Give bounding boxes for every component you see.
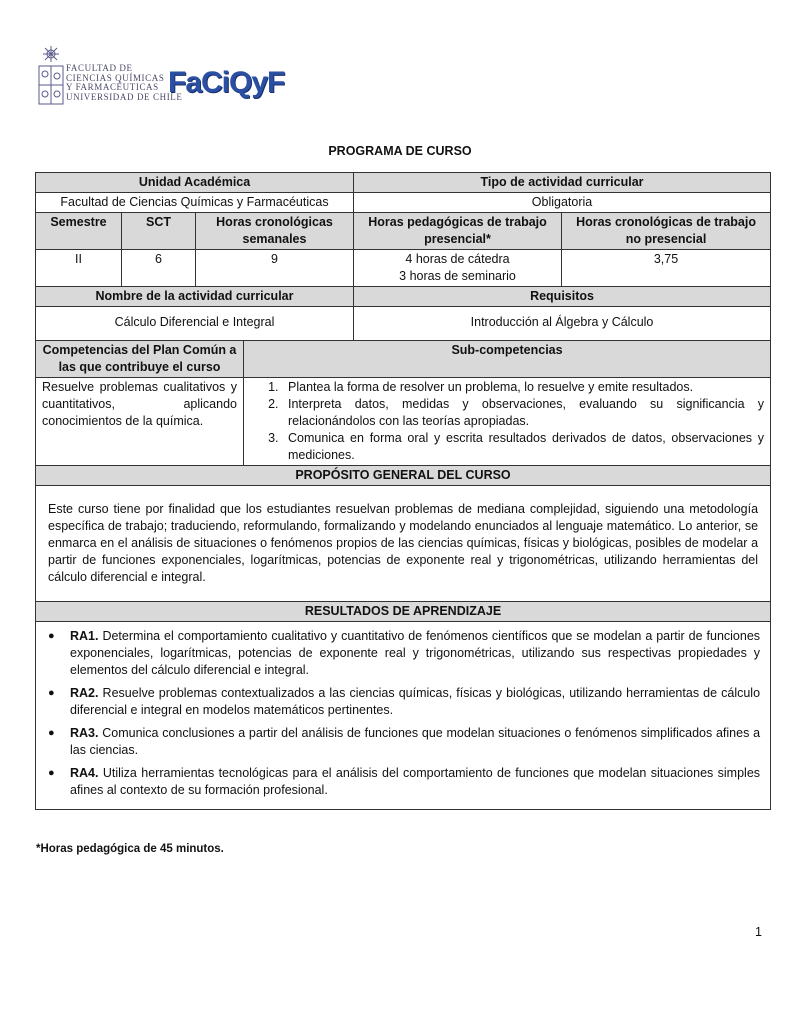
course-program-table: [35, 172, 771, 810]
footnote: *Horas pedagógica de 45 minutos.: [36, 843, 224, 855]
nombre-actividad-value: Cálculo Diferencial e Integral: [36, 307, 354, 341]
ra-text: Comunica conclusiones a partir del análisis de funciones que modelan situaciones o fenómenos simplificados afines a las ciencias.: [70, 726, 761, 757]
resultados-list: [42, 622, 764, 809]
horas-pedagogicas-value: [354, 250, 562, 287]
list-item: [70, 765, 764, 799]
tipo-actividad-value: Obligatoria: [354, 193, 771, 213]
page-number: 1: [755, 925, 762, 939]
nombre-actividad-header: Nombre de la actividad curricular: [36, 287, 354, 307]
proposito-header: PROPÓSITO GENERAL DEL CURSO: [36, 466, 771, 486]
semestre-header: Semestre: [36, 213, 122, 250]
faculty-logo: [36, 44, 306, 110]
ra-text: Determina el comportamiento cualitativo y cuantitativo de fenómenos científicos que se modelan a partir de funciones exponenciales, logarítmicas, potencias de exponente real y trigonométricas, utilizando sus respectivas propiedades y elementos del cálculo diferencial e integral.: [70, 629, 761, 677]
document-title: PROGRAMA DE CURSO: [328, 144, 472, 158]
horas-no-presencial-header: Horas cronológicas de trabajo no presencial: [562, 213, 771, 250]
requisitos-value: Introducción al Álgebra y Cálculo: [354, 307, 771, 341]
list-item: [70, 685, 764, 719]
faciqyf-brand: FaCiQyF: [168, 66, 285, 99]
semestre-value: II: [36, 250, 122, 287]
logo-wordmark: [66, 64, 183, 102]
resultados-header: RESULTADOS DE APRENDIZAJE: [36, 602, 771, 622]
subcompetencias-list-cell: [244, 378, 771, 466]
ra-text: Utiliza herramientas tecnológicas para el análisis del comportamiento de funciones que modelan situaciones simples afines al contexto de su formación profesional.: [70, 766, 761, 797]
university-seal-icon: [36, 46, 66, 108]
list-item: 2. Interpreta datos, medidas y observaciones, evaluando su significancia y relacionándolos con las teorías apropiadas.: [282, 396, 764, 430]
horas-no-presencial-value: 3,75: [562, 250, 771, 287]
sct-value: 6: [122, 250, 196, 287]
competencias-header: Competencias del Plan Común a las que contribuye el curso: [36, 341, 244, 378]
ra-code: RA2.: [70, 686, 99, 700]
list-item: [70, 725, 764, 759]
sct-header: SCT: [122, 213, 196, 250]
horas-pedagogicas-header: Horas pedagógicas de trabajo presencial*: [354, 213, 562, 250]
logo-line: Y FARMACÉUTICAS: [66, 82, 159, 92]
competencia-value: Resuelve problemas cualitativos y cuantitativos, aplicando conocimientos de la química.: [36, 378, 244, 466]
ra-text: Resuelve problemas contextualizados a las ciencias químicas, físicas y biológicas, utilizando herramientas de cálculo diferencial e integral en modelos matemáticos pertinentes.: [70, 686, 761, 717]
logo-line: UNIVERSIDAD DE CHILE: [66, 91, 183, 102]
tipo-actividad-header: Tipo de actividad curricular: [354, 173, 771, 193]
logo-line: FACULTAD DE: [66, 63, 133, 73]
requisitos-header: Requisitos: [354, 287, 771, 307]
horas-cronologicas-header: Horas cronológicas semanales: [196, 213, 354, 250]
subcompetencias-header: Sub-competencias: [244, 341, 771, 378]
ra-code: RA4.: [70, 766, 99, 780]
unidad-academica-value: Facultad de Ciencias Químicas y Farmacéuticas: [36, 193, 354, 213]
resultados-cell: [36, 622, 771, 810]
subcompetencias-list: [250, 379, 764, 464]
horas-catedra: 4 horas de cátedra: [405, 252, 510, 266]
list-item: 3. Comunica en forma oral y escrita resultados derivados de datos, observaciones y mediciones.: [282, 430, 764, 464]
unidad-academica-header: Unidad Académica: [36, 173, 354, 193]
list-item: [70, 628, 764, 679]
list-item: 1. Plantea la forma de resolver un problema, lo resuelve y emite resultados.: [282, 379, 764, 396]
ra-code: RA1.: [70, 629, 99, 643]
horas-seminario: 3 horas de seminario: [399, 269, 516, 283]
proposito-text: Este curso tiene por finalidad que los estudiantes resuelvan problemas de mediana complejidad, siguiendo una metodología específica de trabajo; traduciendo, reformulando, formalizando y modelando enunciados al lenguaje matemático. Lo anterior, se enmarca en el análisis de situaciones o fenómenos propios de las ciencias químicas, físicas y biológicas, posibles de modelar a partir de funciones exponenciales, logarítmicas, potencias de exponente real y trigonométricas, utilizando herramientas del cálculo diferencial e integral.: [36, 486, 771, 602]
logo-line: CIENCIAS QUÍMICAS: [66, 72, 165, 83]
horas-cronologicas-value: 9: [196, 250, 354, 287]
ra-code: RA3.: [70, 726, 99, 740]
